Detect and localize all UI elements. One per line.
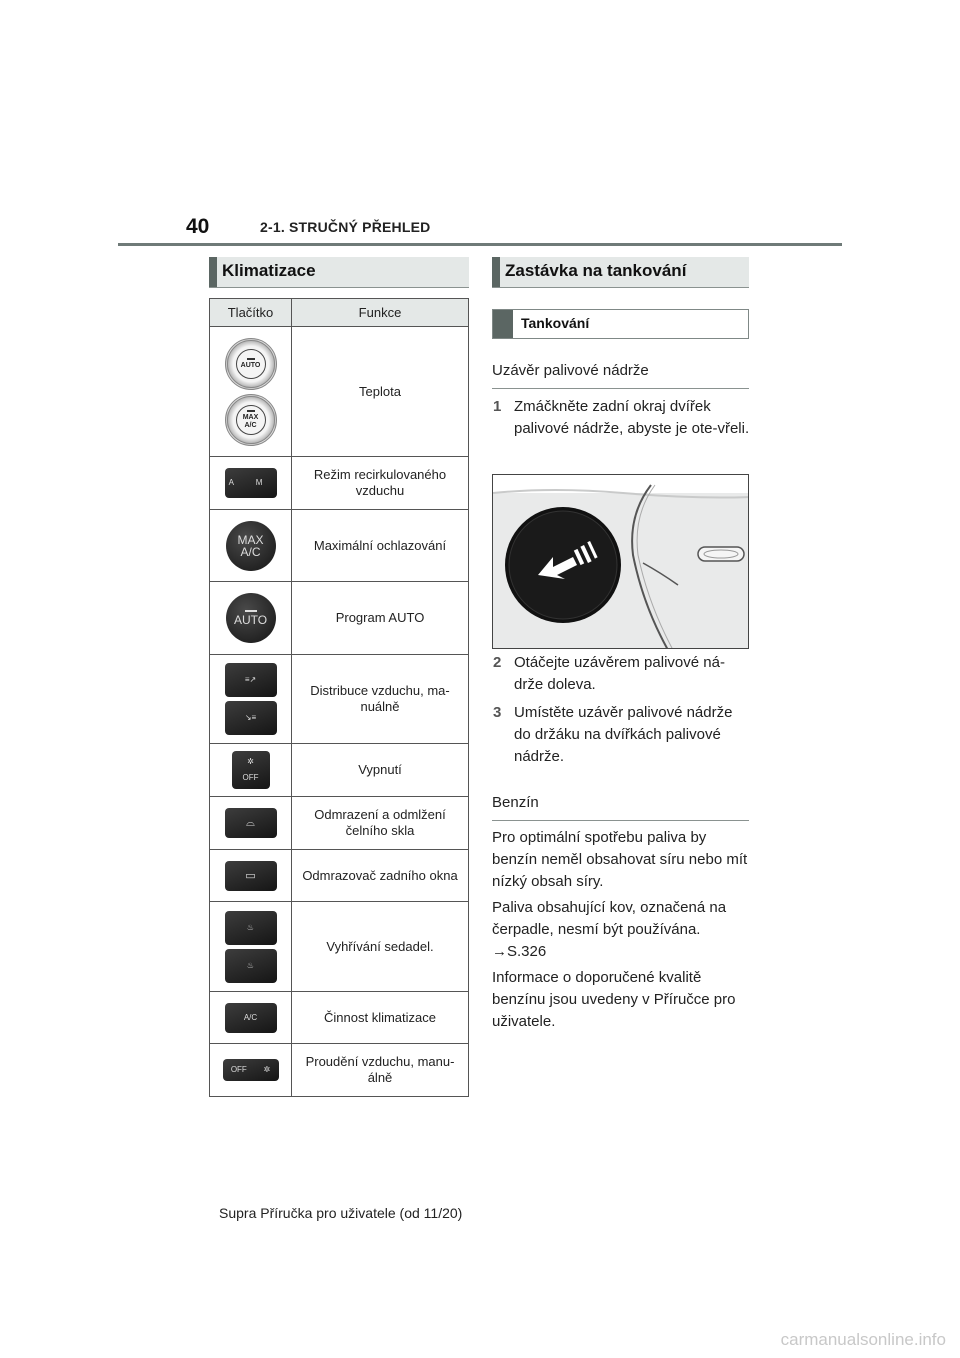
step-text: Otáčejte uzávěrem palivové ná-drže doleva. <box>514 654 725 693</box>
header-rule <box>118 243 842 246</box>
table-row <box>210 582 469 655</box>
rear-defrost-button-icon: ▭ <box>210 850 292 902</box>
table-row <box>210 992 469 1044</box>
seat-heat-left-button: ♨ <box>225 911 277 945</box>
table-header-row <box>210 299 469 327</box>
table-row <box>210 902 469 992</box>
off-button-icon: ✲ OFF <box>210 744 292 797</box>
page-reference-link[interactable]: →S.326 <box>492 943 547 960</box>
subsection-accent <box>493 310 513 338</box>
table-row <box>210 744 469 797</box>
function-cell: Program AUTO <box>292 582 469 655</box>
function-cell: Režim recirkulovaného vzduchu <box>292 457 469 510</box>
paragraph-text: Paliva obsahující kov, označená na čerpadle, nesmí být používána. <box>492 899 727 938</box>
page-number: 40 <box>186 215 210 238</box>
section-title: Zastávka na tankování <box>505 261 687 280</box>
windshield-defrost-button-icon: ⌓ <box>210 797 292 850</box>
temperature-dials-icon <box>210 327 292 457</box>
subsection-title: Tankování <box>521 315 590 331</box>
section-accent <box>209 257 217 287</box>
col-header-button: Tlačítko <box>210 299 292 327</box>
function-cell: Distribuce vzduchu, ma-nuálně <box>292 655 469 744</box>
seat-heating-buttons-icon <box>210 902 292 992</box>
section-accent <box>492 257 500 287</box>
col-header-function: Funkce <box>292 299 469 327</box>
step-text: Umístěte uzávěr palivové nádrže do držáku na dvířkách palivové nádrže. <box>514 704 733 765</box>
function-cell: Proudění vzduchu, manu-álně <box>292 1044 469 1097</box>
function-cell: Činnost klimatizace <box>292 992 469 1044</box>
step-number: 2 <box>493 654 502 671</box>
climate-table <box>209 298 469 1097</box>
step-2 <box>493 652 753 696</box>
table-row <box>210 655 469 744</box>
auto-button-icon: AUTO <box>210 582 292 655</box>
table-row <box>210 1044 469 1097</box>
petrol-paragraph-1: Pro optimální spotřebu paliva by benzín neměl obsahovat síru nebo mít nízký obsah síry. <box>492 829 748 890</box>
function-cell: Vypnutí <box>292 744 469 797</box>
temperature-dial-max-ac: MAX A/C <box>225 394 277 446</box>
section-title: Klimatizace <box>222 261 316 280</box>
table-row <box>210 850 469 902</box>
function-cell: Odmrazovač zadního okna <box>292 850 469 902</box>
footer-text: Supra Příručka pro uživatele (od 11/20) <box>219 1205 463 1221</box>
recirculation-button-icon: A M <box>210 457 292 510</box>
petrol-heading: Benzín <box>492 794 749 821</box>
air-distribution-buttons-icon <box>210 655 292 744</box>
petrol-paragraph-3: Informace o doporučené kvalitě benzínu jsou uvedeny v Příručce pro uživatele. <box>492 969 736 1030</box>
section-header-climate <box>209 257 469 288</box>
function-cell: Teplota <box>292 327 469 457</box>
air-upper-button: ≡↗ <box>225 663 277 697</box>
fuel-door-press-illustration <box>492 474 749 649</box>
table-row <box>210 510 469 582</box>
function-cell: Maximální ochlazování <box>292 510 469 582</box>
function-cell: Odmrazení a odmlžení čelního skla <box>292 797 469 850</box>
subsection-header-refueling <box>492 309 749 339</box>
function-cell: Vyhřívání sedadel. <box>292 902 469 992</box>
step-1 <box>493 396 753 440</box>
temperature-dial-auto: AUTO <box>225 338 277 390</box>
table-row <box>210 457 469 510</box>
step-number: 1 <box>493 398 502 415</box>
airflow-buttons-icon: OFF ✲ <box>210 1044 292 1097</box>
air-lower-button: ↘≡ <box>225 701 277 735</box>
section-header-fuel-stop <box>492 257 749 288</box>
petrol-paragraph-2 <box>492 897 754 963</box>
fuel-cap-heading: Uzávěr palivové nádrže <box>492 362 749 389</box>
table-row <box>210 797 469 850</box>
watermark: carmanualsonline.info <box>780 1330 946 1349</box>
seat-heat-right-button: ♨ <box>225 949 277 983</box>
step-number: 3 <box>493 704 502 721</box>
ac-button-icon: A/C <box>210 992 292 1044</box>
table-row <box>210 327 469 457</box>
chapter-title: 2-1. STRUČNÝ PŘEHLED <box>260 219 431 235</box>
step-text: Zmáčkněte zadní okraj dvířek palivové nádrže, abyste je ote-vřeli. <box>514 398 750 437</box>
step-3 <box>493 702 753 768</box>
max-ac-button-icon: MAX A/C <box>210 510 292 582</box>
